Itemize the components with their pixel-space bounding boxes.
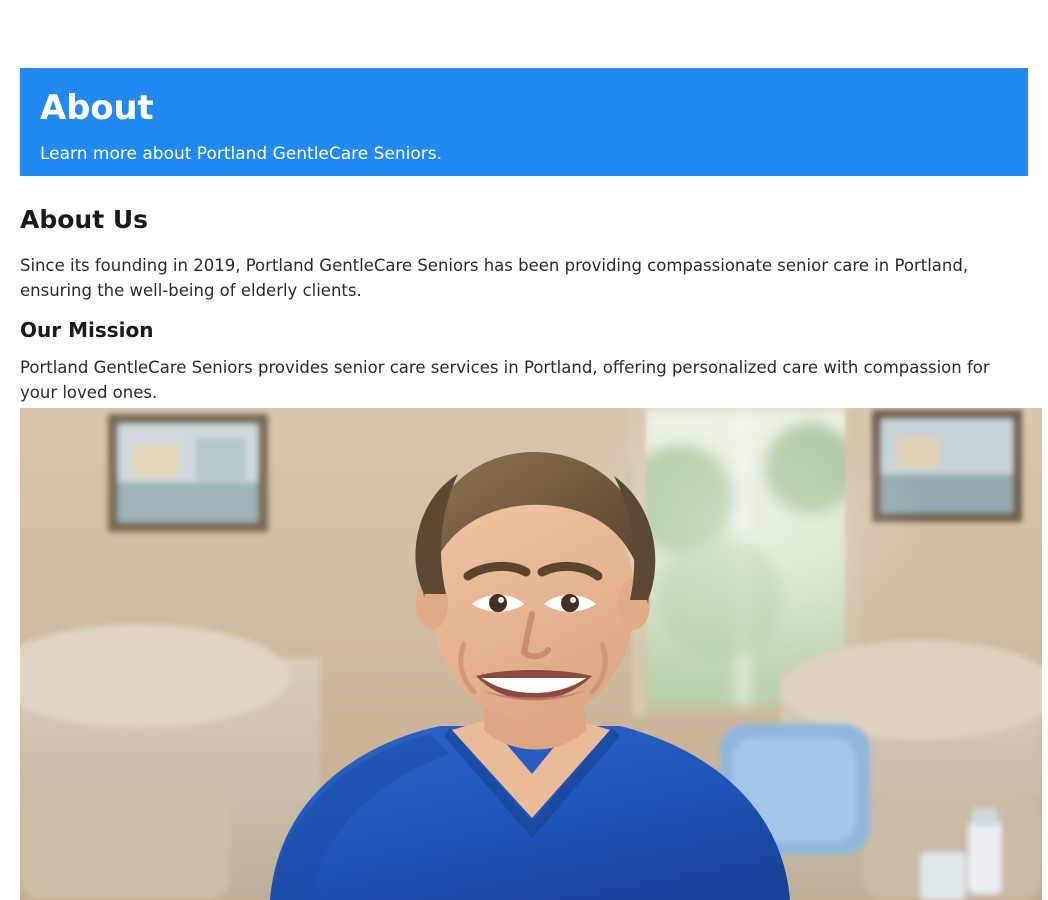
- about-us-paragraph: Since its founding in 2019, Portland GentleCare Seniors has been providing compassionate senior care in Portland, ensuring the well-being of elderly clients.: [20, 256, 969, 300]
- our-mission-heading: Our Mission: [20, 318, 154, 342]
- page-subtitle: Learn more about Portland GentleCare Seniors.: [40, 144, 443, 164]
- our-mission-paragraph: Portland GentleCare Seniors provides senior care services in Portland, offering personalized care with compassion for your loved ones.: [20, 358, 990, 402]
- team-photo-image: [20, 408, 1042, 900]
- page-hero-banner: [20, 68, 1028, 176]
- page-title: About: [40, 88, 154, 128]
- team-photo: [20, 408, 1042, 900]
- about-us-heading: About Us: [20, 205, 149, 234]
